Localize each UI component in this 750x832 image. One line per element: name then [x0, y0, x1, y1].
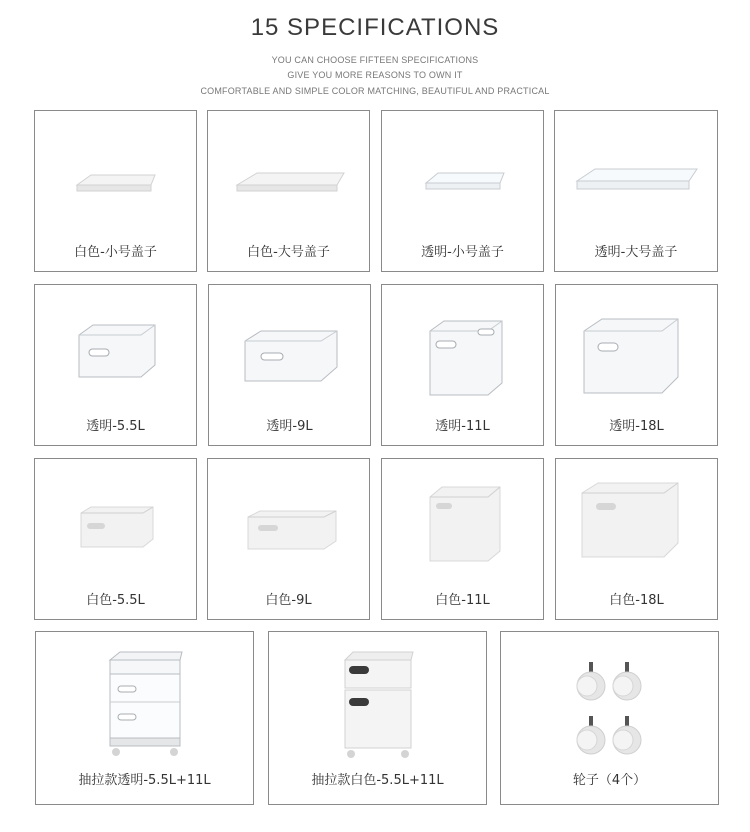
clear-box-5-5l-icon: [75, 321, 159, 381]
product-label: 透明-18L: [609, 419, 664, 434]
product-card-clear-drawer-cart[interactable]: [35, 631, 254, 805]
subtitle-line-2: GIVE YOU MORE REASONS TO OWN IT: [287, 70, 463, 80]
product-label: 透明-小号盖子: [421, 245, 504, 260]
product-card-wheels[interactable]: [500, 631, 719, 805]
product-card-white-small-lid[interactable]: [34, 110, 197, 272]
product-label: 轮子（4个）: [572, 773, 647, 788]
white-box-18l-icon: [578, 481, 682, 561]
product-label: 白色-小号盖子: [74, 245, 157, 260]
wheels-icon: [575, 658, 647, 758]
clear-large-lid-icon: [573, 165, 701, 199]
product-card-white-11l[interactable]: [381, 458, 544, 620]
clear-small-lid-icon: [422, 169, 508, 199]
white-drawer-cart-icon: [341, 650, 417, 760]
clear-box-9l-icon: [241, 327, 341, 385]
product-label: 抽拉款白色-5.5L+11L: [311, 773, 444, 788]
white-box-9l-icon: [244, 507, 340, 553]
product-card-clear-11l[interactable]: [381, 284, 544, 446]
product-card-clear-small-lid[interactable]: [381, 110, 544, 272]
white-box-11l-icon: [426, 485, 504, 565]
page-title: 15 SPECIFICATIONS: [250, 14, 500, 41]
product-label: 白色-5.5L: [86, 593, 145, 608]
product-card-white-5-5l[interactable]: [34, 458, 197, 620]
product-card-white-large-lid[interactable]: [207, 110, 370, 272]
product-card-white-18l[interactable]: [555, 458, 718, 620]
clear-box-18l-icon: [580, 317, 682, 397]
product-label: 白色-18L: [609, 593, 664, 608]
product-label: 白色-9L: [265, 593, 312, 608]
white-small-lid-icon: [73, 171, 161, 201]
product-label: 透明-大号盖子: [594, 245, 678, 260]
product-card-clear-5-5l[interactable]: [34, 284, 197, 446]
product-card-white-drawer-cart[interactable]: [268, 631, 487, 805]
subtitle-line-3: COMFORTABLE AND SIMPLE COLOR MATCHING, BEAUTIFUL AND PRACTICAL: [200, 86, 550, 96]
clear-box-11l-icon: [426, 319, 504, 399]
product-card-white-9l[interactable]: [207, 458, 370, 620]
white-large-lid-icon: [233, 169, 348, 201]
product-label: 白色-大号盖子: [247, 245, 330, 260]
product-label: 抽拉款透明-5.5L+11L: [78, 773, 211, 788]
product-card-clear-large-lid[interactable]: [554, 110, 718, 272]
product-label: 白色-11L: [435, 593, 490, 608]
product-label: 透明-5.5L: [86, 419, 145, 434]
product-card-clear-9l[interactable]: [208, 284, 371, 446]
subtitle-line-1: YOU CAN CHOOSE FIFTEEN SPECIFICATIONS: [271, 55, 479, 65]
product-label: 透明-9L: [266, 419, 313, 434]
product-card-clear-18l[interactable]: [555, 284, 718, 446]
clear-drawer-cart-icon: [106, 650, 186, 760]
white-box-5-5l-icon: [77, 503, 157, 551]
product-label: 透明-11L: [435, 419, 490, 434]
